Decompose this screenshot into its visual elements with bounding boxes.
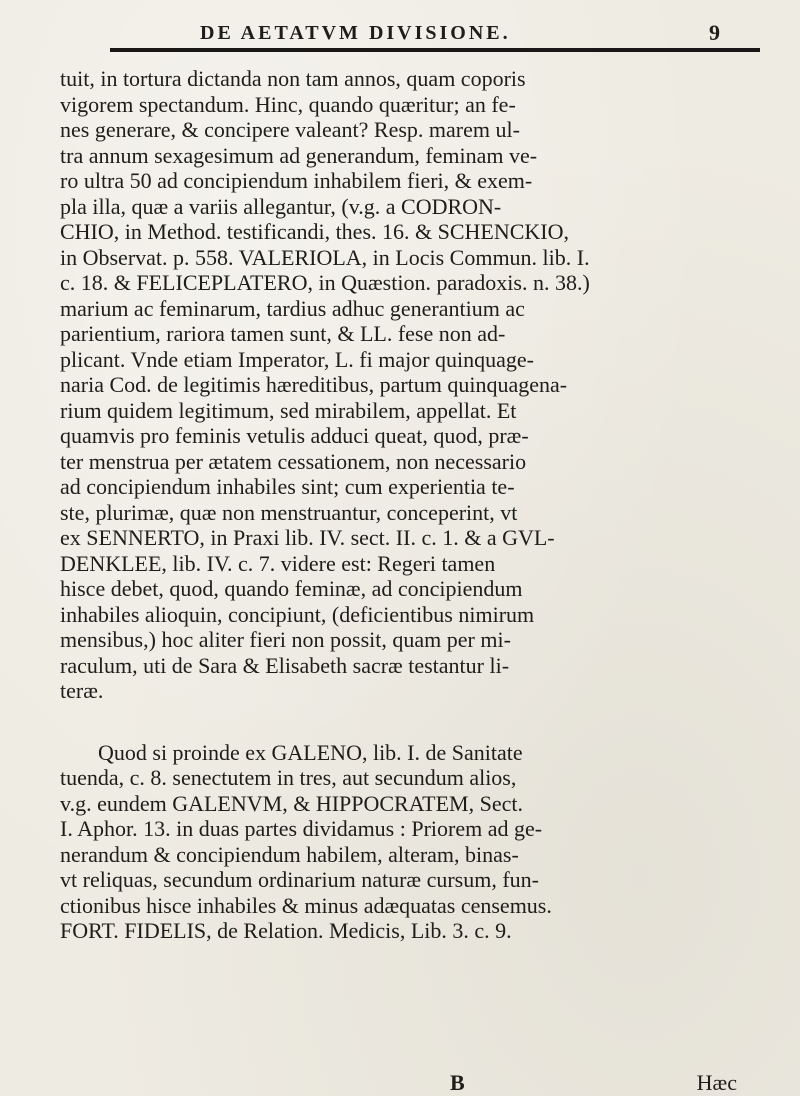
- text-line: parientium, rariora tamen sunt, & LL. fese non ad-: [60, 321, 506, 346]
- text-line: mensibus,) hoc aliter fieri non possit, quam per mi-: [60, 627, 511, 652]
- signature-mark: B: [450, 1070, 465, 1095]
- text-line: CHIO, in Method. testificandi, thes. 16. & SCHENCKIO,: [60, 219, 570, 244]
- text-line: hisce debet, quod, quando feminæ, ad concipiendum: [60, 576, 523, 601]
- text-line: ex SENNERTO, in Praxi lib. IV. sect. II. c. 1. & a GVL-: [60, 525, 555, 550]
- text-line: c. 18. & FELICEPLATERO, in Quæstion. paradoxis. n. 38.): [60, 270, 590, 295]
- text-line: DENKLEE, lib. IV. c. 7. videre est: Regeri tamen: [60, 550, 496, 576]
- text-line: plicant. Vnde etiam Imperator, L. fi major quinquage-: [60, 346, 534, 372]
- text-line: ctionibus hisce inhabiles & minus adæquatas censemus.: [60, 892, 552, 918]
- paragraph-1: [60, 66, 767, 704]
- text-line: quamvis pro feminis vetulis adduci queat, quod, præ-: [60, 423, 529, 448]
- text-line: ad concipiendum inhabiles sint; cum experientia te-: [60, 474, 515, 499]
- text-line: Quod si proinde ex GALENO, lib. I. de Sanitate: [98, 739, 523, 765]
- text-line: vt reliquas, secundum ordinarium naturæ cursum, fun-: [60, 867, 540, 892]
- text-line: raculum, uti de Sara & Elisabeth sacræ testantur li-: [60, 652, 510, 678]
- text-line: pla illa, quæ a variis allegantur, (v.g. a CODRON-: [60, 193, 502, 219]
- text-line: in Observat. p. 558. VALERIOLA, in Locis Commun. lib. I.: [60, 244, 590, 270]
- text-line: nes generare, & concipere valeant? Resp. marem ul-: [60, 117, 520, 142]
- text-line: tuenda, c. 8. senectutem in tres, aut secundum alios,: [60, 765, 517, 790]
- running-head: [60, 18, 760, 58]
- body-text: [60, 66, 767, 944]
- text-line: ro ultra 50 ad concipiendum inhabilem fieri, & exem-: [60, 168, 533, 193]
- header-rule: [110, 48, 760, 52]
- text-line: marium ac feminarum, tardius adhuc generantium ac: [60, 295, 525, 321]
- text-line: rium quidem legitimum, sed mirabilem, appellat. Et: [60, 397, 517, 423]
- text-line: vigorem spectandum. Hinc, quando quæritur; an fe-: [60, 91, 516, 117]
- page-number: 9: [709, 20, 720, 45]
- page-footer: [60, 1070, 767, 1096]
- text-line: ter menstrua per ætatem cessationem, non necessario: [60, 448, 527, 474]
- text-line: v.g. eundem GALENVM, & HIPPOCRATEM, Sect.: [60, 790, 523, 816]
- paragraph-gap: [60, 704, 767, 740]
- text-line: tra annum sexagesimum ad generandum, feminam ve-: [60, 142, 538, 168]
- running-title: DE AETATVM DIVISIONE.: [200, 22, 511, 44]
- text-line: nerandum & concipiendum habilem, alteram, binas-: [60, 841, 519, 867]
- text-line: inhabiles alioquin, concipiunt, (deficientibus nimirum: [60, 601, 535, 627]
- text-line: I. Aphor. 13. in duas partes dividamus : Priorem ad ge-: [60, 816, 543, 841]
- text-line: ste, plurimæ, quæ non menstruantur, conceperint, vt: [60, 499, 518, 525]
- text-line: naria Cod. de legitimis hæreditibus, partum quinquagena-: [60, 372, 568, 397]
- text-line: FORT. FIDELIS, de Relation. Medicis, Lib. 3. c. 9.: [60, 918, 512, 943]
- text-line: teræ.: [60, 678, 104, 703]
- text-line: tuit, in tortura dictanda non tam annos, quam coporis: [60, 66, 526, 91]
- catchword: Hæc: [696, 1070, 737, 1095]
- paragraph-2: [60, 740, 767, 944]
